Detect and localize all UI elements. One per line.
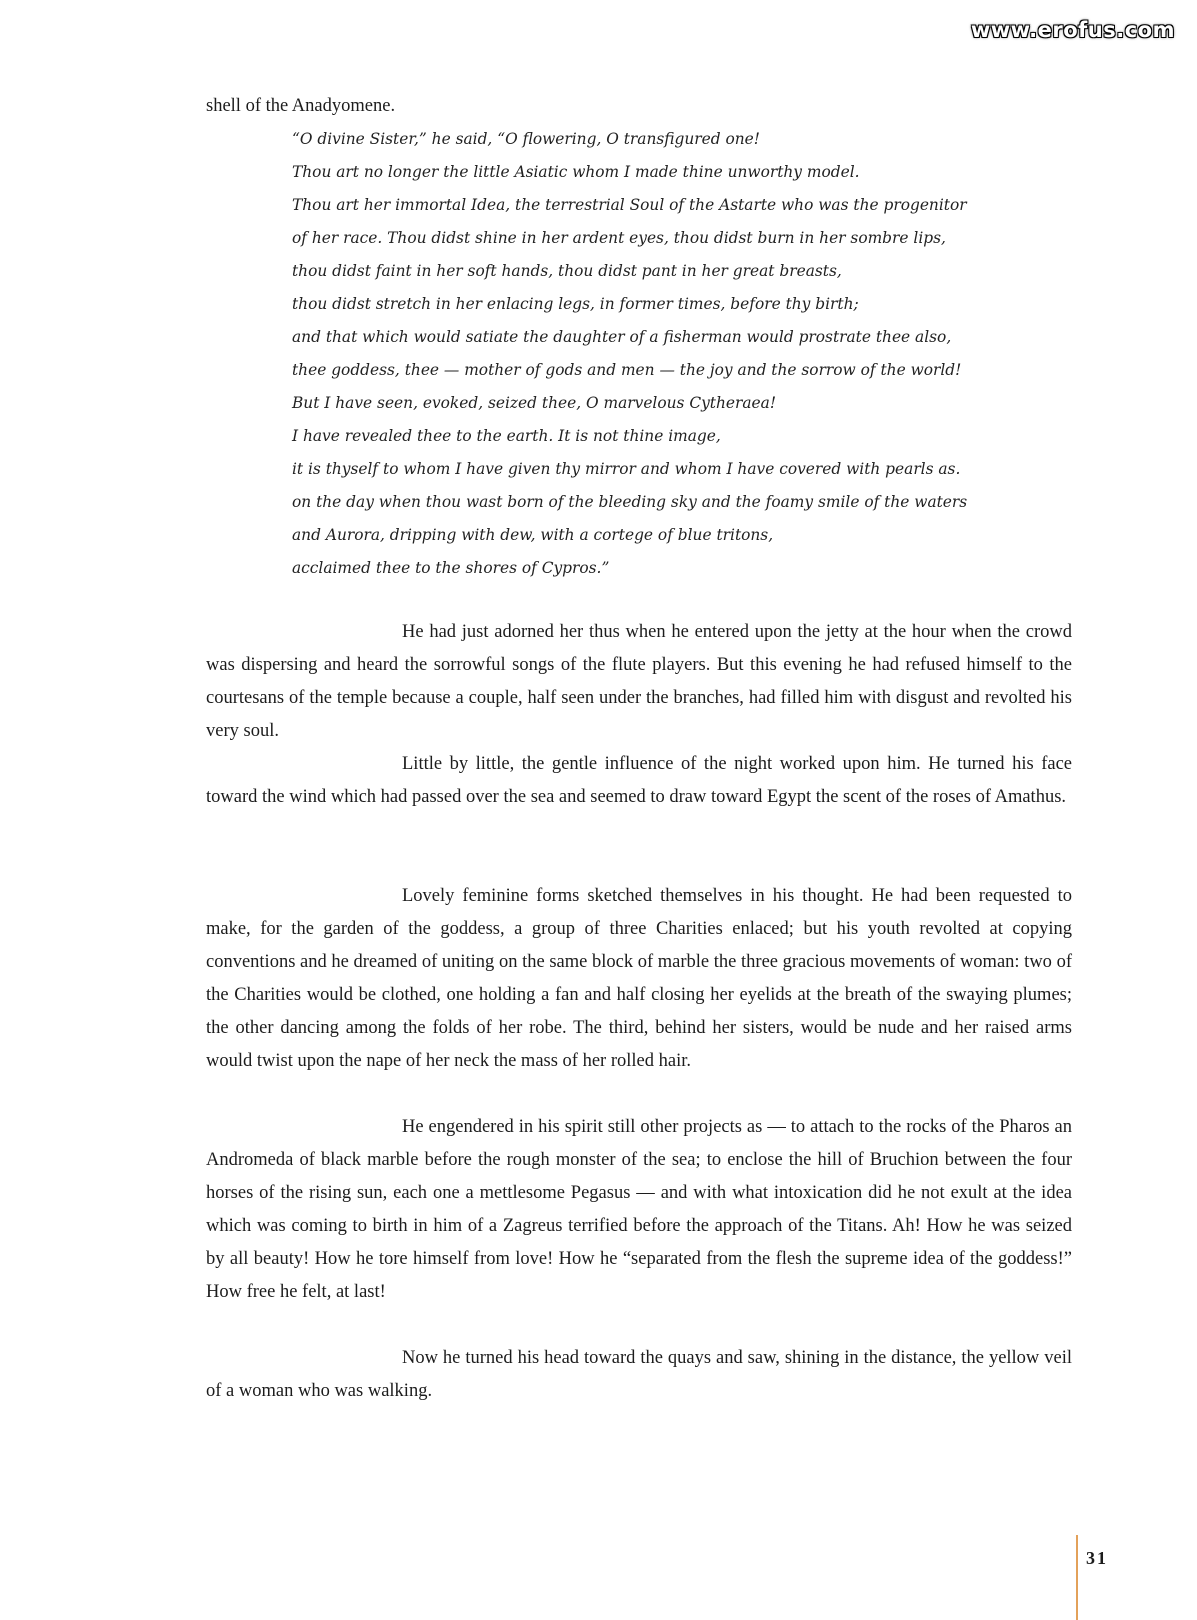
poem-line: it is thyself to whom I have given thy mirror and whom I have covered with pearls as. <box>292 460 961 478</box>
paragraph-quays: Now he turned his head toward the quays and saw, shining in the distance, the yellow veil of a woman who was walking. <box>206 1348 1072 1401</box>
paragraph-night: Little by little, the gentle influence of the night worked upon him. He turned his face toward the wind which had passed over the sea and seemed to draw toward Egypt the scent of the roses of Amathus. <box>206 754 1072 807</box>
paragraph-charities: Lovely feminine forms sketched themselves in his thought. He had been requested to make, for the garden of the goddess, a group of three Charities enlaced; but his youth revolted at copying conventions and he dreamed of uniting on the same block of marble the three gracious movements of woman: two of the Charities would be clothed, one holding a fan and half closing her eyelids at the breath of the swaying plumes; the other dancing among the folds of her robe. The third, behind her sisters, would be nude and her raised arms would twist upon the nape of her neck the mass of her rolled hair. <box>206 886 1072 1071</box>
watermark: www.erofus.com <box>970 18 1175 42</box>
poem-line: I have revealed thee to the earth. It is not thine image, <box>292 427 721 445</box>
page-number-rule <box>1076 1535 1078 1620</box>
poem-line: and Aurora, dripping with dew, with a cortege of blue tritons, <box>292 526 774 544</box>
poem-line: of her race. Thou didst shine in her ardent eyes, thou didst burn in her sombre lips, <box>292 229 946 247</box>
lead-line: shell of the Anadyomene. <box>206 96 396 116</box>
poem-line: acclaimed thee to the shores of Cypros.” <box>292 559 610 577</box>
poem-line: thou didst faint in her soft hands, thou didst pant in her great breasts, <box>292 262 842 280</box>
page-number: 31 <box>1086 1548 1108 1568</box>
poem-line: and that which would satiate the daughter of a fisherman would prostrate thee also, <box>292 328 952 346</box>
paragraph-projects: He engendered in his spirit still other projects as — to attach to the rocks of the Pharos an Andromeda of black marble before the rough monster of the sea; to enclose the hill of Bruchion between the four horses of the rising sun, each one a mettlesome Pegasus — and with what intoxication did he not exult at the idea which was coming to birth in him of a Zagreus terrified before the approach of the Titans. Ah! How he was seized by all beauty! How he tore himself from love! How he “separated from the flesh the supreme idea of the goddess!” How free he felt, at last! <box>206 1117 1072 1302</box>
paragraph-jetty: He had just adorned her thus when he entered upon the jetty at the hour when the crowd was dispersing and heard the sorrowful songs of the flute players. But this evening he had refused himself to the courtesans of the temple because a couple, half seen under the branches, had filled him with disgust and revolted his very soul. <box>206 622 1072 741</box>
poem-line: “O divine Sister,” he said, “O flowering, O transfigured one! <box>292 130 760 148</box>
poem-line: But I have seen, evoked, seized thee, O marvelous Cytheraea! <box>292 394 777 412</box>
poem-block <box>292 123 1052 585</box>
poem-line: on the day when thou wast born of the bleeding sky and the foamy smile of the waters <box>292 493 968 511</box>
poem-line: Thou art her immortal Idea, the terrestrial Soul of the Astarte who was the progenitor <box>292 196 967 214</box>
poem-line: thee goddess, thee — mother of gods and men — the joy and the sorrow of the world! <box>292 361 962 379</box>
poem-line: thou didst stretch in her enlacing legs, in former times, before thy birth; <box>292 295 859 313</box>
poem-line: Thou art no longer the little Asiatic whom I made thine unworthy model. <box>292 163 860 181</box>
